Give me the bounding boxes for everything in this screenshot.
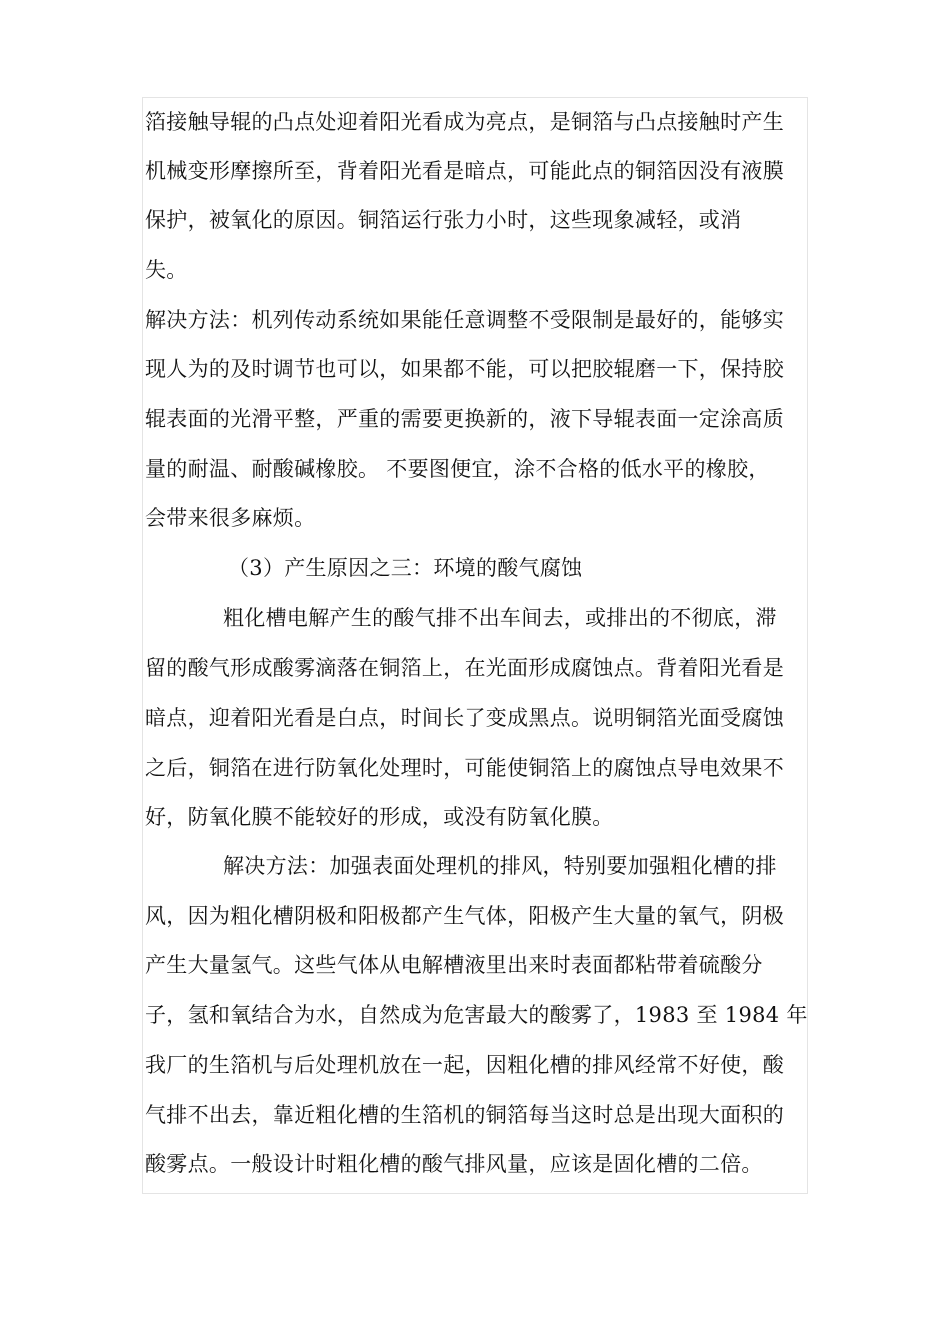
text-line: 之后，铜箔在进行防氧化处理时，可能使铜箔上的腐蚀点导电效果不 [145, 756, 784, 780]
text-line: 好，防氧化膜不能较好的形成，或没有防氧化膜。 [145, 805, 614, 829]
text-line: 机械变形摩擦所至，背着阳光看是暗点，可能此点的铜箔因没有液膜 [145, 159, 784, 183]
text-line: 产生大量氢气。这些气体从电解槽液里出来时表面都粘带着硫酸分 [145, 953, 763, 977]
text-line: 箔接触导辊的凸点处迎着阳光看成为亮点，是铜箔与凸点接触时产生 [145, 110, 784, 134]
text-line: 留的酸气形成酸雾滴落在铜箔上，在光面形成腐蚀点。背着阳光看是 [145, 656, 784, 680]
text-line: 辊表面的光滑平整，严重的需要更换新的，液下导辊表面一定涂高质 [145, 407, 784, 431]
text-line: 会带来很多麻烦。 [145, 506, 316, 530]
text-line: 保护，被氧化的原因。铜箔运行张力小时，这些现象减轻，或消 [145, 208, 742, 232]
text-line: 现人为的及时调节也可以，如果都不能，可以把胶辊磨一下，保持胶 [145, 357, 784, 381]
section-heading: （3）产生原因之三：环境的酸气腐蚀 [228, 556, 583, 580]
text-line: 粗化槽电解产生的酸气排不出车间去，或排出的不彻底，滞 [223, 606, 777, 630]
text-line: 风，因为粗化槽阴极和阳极都产生气体，阳极产生大量的氧气，阴极 [145, 904, 784, 928]
text-line: 量的耐温、耐酸碱橡胶。 不要图便宜，涂不合格的低水平的橡胶， [145, 457, 770, 481]
text-line: 我厂的生箔机与后处理机放在一起，因粗化槽的排风经常不好使，酸 [145, 1053, 784, 1077]
text-line: 解决方法：机列传动系统如果能任意调整不受限制是最好的，能够实 [145, 308, 784, 332]
text-line: 气排不出去，靠近粗化槽的生箔机的铜箔每当这时总是出现大面积的 [145, 1103, 784, 1127]
text-line: 暗点，迎着阳光看是白点，时间长了变成黑点。说明铜箔光面受腐蚀 [145, 706, 784, 730]
text-line: 子，氢和氧结合为水，自然成为危害最大的酸雾了，1983 至 1984 年 [145, 1003, 808, 1027]
page-frame [142, 97, 808, 1194]
text-line: 失。 [145, 258, 188, 282]
text-line: 酸雾点。一般设计时粗化槽的酸气排风量，应该是固化槽的二倍。 [145, 1152, 763, 1176]
text-line: 解决方法：加强表面处理机的排风，特别要加强粗化槽的排 [223, 854, 777, 878]
